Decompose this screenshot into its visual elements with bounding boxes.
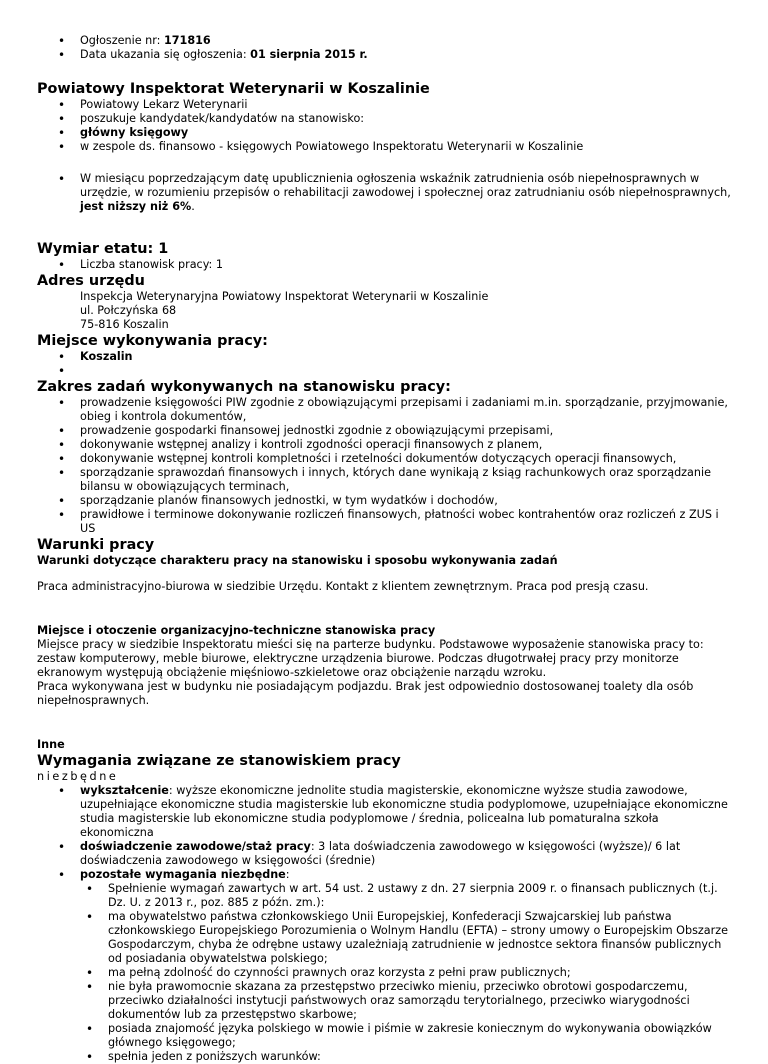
number-value: 171816 xyxy=(163,34,211,47)
address-line: ul. Połczyńska 68 xyxy=(80,304,177,317)
accessibility-text: Praca wykonywana jest w budynku nie posiadającym podjazdu. Brak jest odpowiednio dostosowanej toalety dla osób niepełnosprawnych. xyxy=(37,680,694,707)
workplace-environment-subheading: Miejsce i otoczenie organizacyjno-techniczne stanowiska pracy xyxy=(37,624,436,637)
other-requirement-item: • posiada znajomość języka polskiego w mowie i piśmie w zakresie koniecznym do wykonywania obowiązków głównego księgowego; xyxy=(80,1022,731,1050)
conditions-subheading: Warunki dotyczące charakteru pracy na stanowisku i sposobu wykonywania zadań xyxy=(37,554,558,567)
other-requirement-item: • ma pełną zdolność do czynności prawnych oraz korzysta z pełni praw publicznych; xyxy=(80,966,731,980)
institution-heading: Powiatowy Inspektorat Weterynarii w Koszalinie xyxy=(37,81,430,97)
other-requirement-item: • nie była prawomocnie skazana za przestępstwo przeciwko mieniu, przeciwko obrotowi gospodarczemu, przeciwko działalności instytucji państwowych oraz samorządu terytorialnego, przeciwko wiarygodności dokumentów lub za przestępstwo skarbowe; xyxy=(80,980,731,1022)
conditions-heading: Warunki pracy xyxy=(37,537,155,553)
duties-list xyxy=(37,396,731,536)
duty-item: • sporządzanie sprawozdań finansowych i innych, których dane wynikają z ksiąg rachunkowych oraz sporządzanie bilansu w obowiązujących terminach, xyxy=(37,466,731,494)
etat-list xyxy=(37,258,731,272)
duty-item: • prowadzenie księgowości PIW zgodnie z obowiązującymi przepisami i zadaniami m.in. sporządzanie, przyjmowanie, obieg i kontrola dokumentów, xyxy=(37,396,731,424)
duty-item: • dokonywanie wstępnej kontroli kompletności i rzetelności dokumentów dotyczących operacji finansowych, xyxy=(37,452,731,466)
conditions-text: Praca administracyjno-biurowa w siedzibie Urzędu. Kontakt z klientem zewnętrznym. Praca pod presją czasu. xyxy=(37,580,649,593)
date-label: Data ukazania się ogłoszenia: xyxy=(80,48,251,61)
other-subheading: Inne xyxy=(37,738,65,751)
address-heading: Adres urzędu xyxy=(37,273,145,289)
position-name: • główny księgowy xyxy=(37,126,731,140)
number-label: Ogłoszenie nr: xyxy=(80,34,164,47)
address-block xyxy=(37,290,731,332)
requirements-list xyxy=(37,784,731,882)
other-requirement-item: • spełnia jeden z poniższych warunków: xyxy=(80,1050,731,1064)
workplace-city: • Koszalin xyxy=(37,350,731,364)
other-requirements-list xyxy=(80,882,731,1064)
requirement-other: • pozostałe wymagania niezbędne: xyxy=(37,868,731,882)
positions-count: • Liczba stanowisk pracy: 1 xyxy=(37,258,731,272)
other-requirement-item: • ma obywatelstwo państwa członkowskiego Unii Europejskiej, Konfederacji Szwajcarskiej lub państwa członkowskiego Europejskiego Porozumienia o Wolnym Handlu (EFTA) – strony umowy o Europejskim Obszarze Gospodarczym, chyba że odrębne ustawy uzależniają zatrudnienie w jednostce sektora finansów publicznych od posiadania obywatelstwa polskiego; xyxy=(80,910,731,966)
announcement-date xyxy=(37,48,731,62)
institution-item: • w zespole ds. finansowo - księgowych Powiatowego Inspektoratu Weterynarii w Koszalinie xyxy=(37,140,731,154)
requirements-heading: Wymagania związane ze stanowiskiem pracy xyxy=(37,753,401,769)
institution-list xyxy=(37,98,731,154)
other-requirement-item: • Spełnienie wymagań zawartych w art. 54 ust. 2 ustawy z dn. 27 sierpnia 2009 r. o finansach publicznych (t.j. Dz. U. z 2013 r., poz. 885 z późn. zm.): xyxy=(80,882,731,910)
duty-item: • sporządzanie planów finansowych jednostki, w tym wydatków i dochodów, xyxy=(37,494,731,508)
necessary-label: niezbędne xyxy=(37,770,119,783)
duty-item: • prowadzenie gospodarki finansowej jednostki zgodnie z obowiązującymi przepisami, xyxy=(37,424,731,438)
requirement-education: • wykształcenie: wyższe ekonomiczne jednolite studia magisterskie, ekonomiczne wyższe studia zawodowe, uzupełniające ekonomiczne studia magisterskie lub ekonomiczne studia podyplomowe, uzupełniające ekonomiczne studia magisterskie lub ekonomiczne studia podyplomowe / średnia, policealna lub pomaturalna szkoła ekonomiczna xyxy=(37,784,731,840)
employment-rate-note: • W miesiącu poprzedzającym datę upublicznienia ogłoszenia wskaźnik zatrudnienia osób niepełnosprawnych w urzędzie, w rozumieniu przepisów o rehabilitacji zawodowej i społecznej oraz zatrudnianiu osób niepełnosprawnych, jest niższy niż 6%. xyxy=(37,172,731,214)
workplace-list xyxy=(37,350,731,378)
institution-item: • poszukuje kandydatek/kandydatów na stanowisko: xyxy=(37,112,731,126)
empty-list-item xyxy=(37,364,731,378)
duties-heading: Zakres zadań wykonywanych na stanowisku pracy: xyxy=(37,379,451,395)
institution-item: • Powiatowy Lekarz Weterynarii xyxy=(37,98,731,112)
workplace-heading: Miejsce wykonywania pracy: xyxy=(37,333,268,349)
address-line: Inspekcja Weterynaryjna Powiatowy Inspektorat Weterynarii w Koszalinie xyxy=(80,290,489,303)
etat-heading: Wymiar etatu: 1 xyxy=(37,241,169,257)
workplace-environment-text: Miejsce pracy w siedzibie Inspektoratu mieści się na parterze budynku. Podstawowe wyposażenie stanowiska pracy to: zestaw komputerowy, meble biurowe, elektryczne urządzenia biurowe. Podczas długotrwałej pracy przy monitorze ekranowym występują obciążenie mięśniowo-szkieletowe oraz obciążenie narządu wzroku. xyxy=(37,638,704,679)
duty-item: • dokonywanie wstępnej analizy i kontroli zgodności operacji finansowych z planem, xyxy=(37,438,731,452)
announcement-number xyxy=(37,34,731,48)
address-line: 75-816 Koszalin xyxy=(80,318,169,331)
announcement-meta xyxy=(37,34,731,62)
date-value: 01 sierpnia 2015 r. xyxy=(250,48,368,61)
employment-rate-list xyxy=(37,172,731,214)
requirement-experience: • doświadczenie zawodowe/staż pracy: 3 lata doświadczenia zawodowego w księgowości (wyższe)/ 6 lat doświadczenia zawodowego w księgowości (średnie) xyxy=(37,840,731,868)
duty-item: • prawidłowe i terminowe dokonywanie rozliczeń finansowych, płatności wobec kontrahentów oraz rozliczeń z ZUS i US xyxy=(37,508,731,536)
